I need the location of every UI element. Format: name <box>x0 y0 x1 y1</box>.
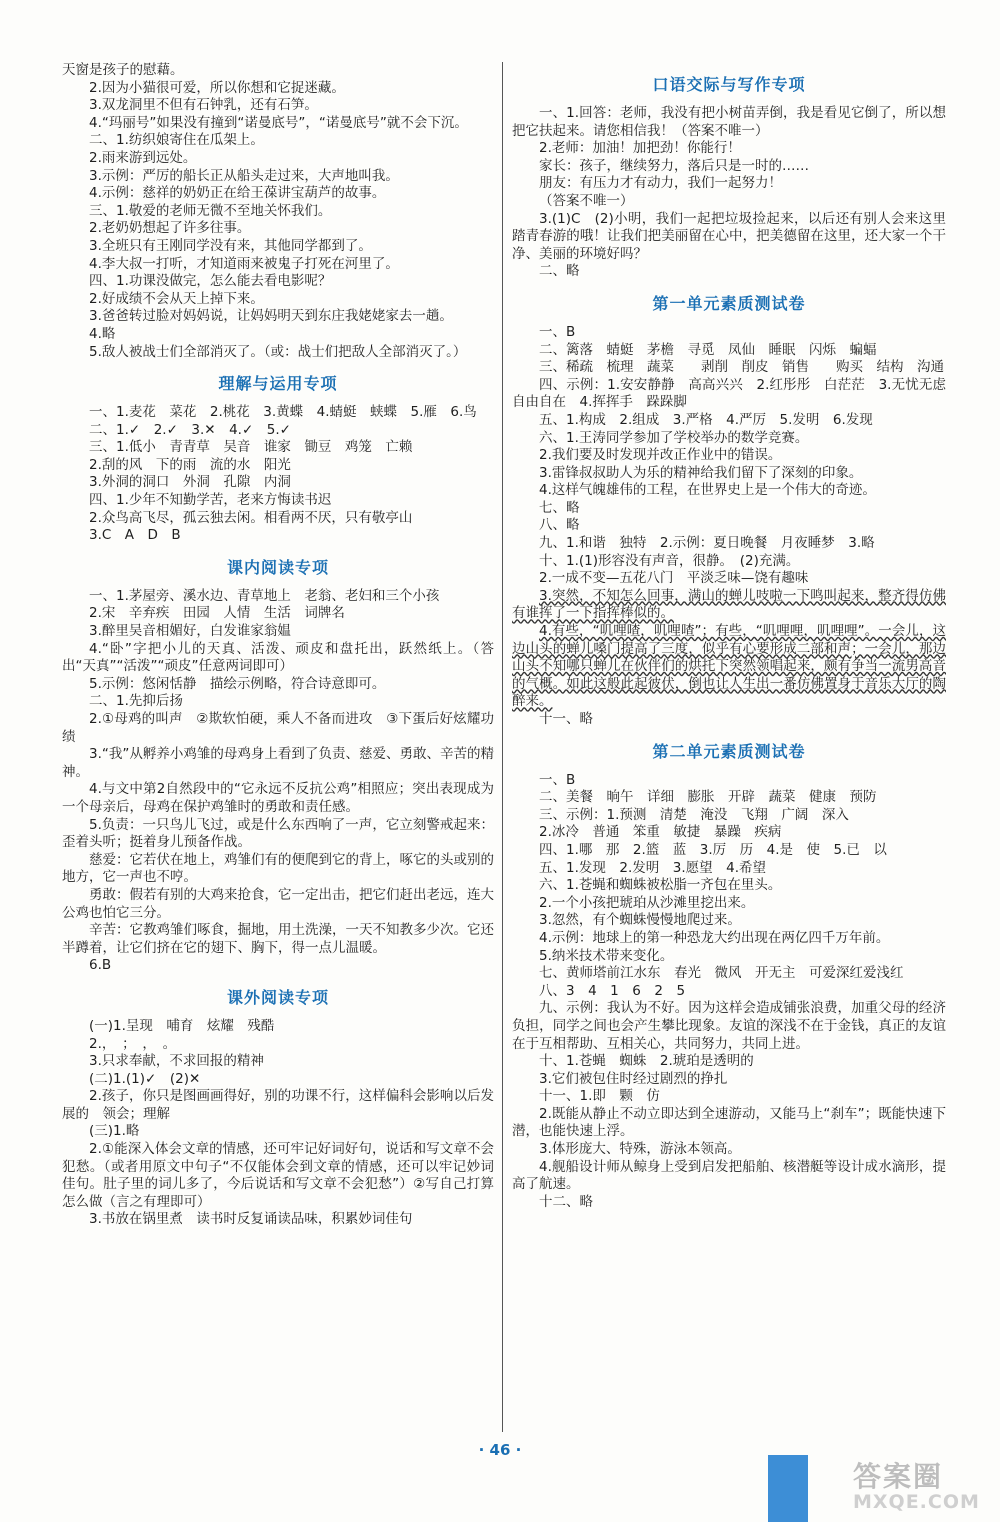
answer-line: 5.示例：悠闲恬静 描绘示例略，符合诗意即可。 <box>89 675 386 692</box>
answer-line: 3.突然，不知怎么回事，满山的蝉儿吱啦一下鸣叫起来，整齐得仿佛有谁挥了一下指挥棒似的。 <box>512 587 946 622</box>
answer-line: (二)1.(1)✓ (2)✕ <box>89 1070 201 1087</box>
answer-line: 2.雨来游到远处。 <box>89 149 197 166</box>
answer-line: 3.示例：严厉的船长正从船头走过来，大声地叫我。 <box>89 167 399 184</box>
answer-line: 4.示例：慈祥的奶奶正在给王葆讲宝葫芦的故事。 <box>89 185 386 202</box>
answer-line: 2.因为小猫很可爱，所以你想和它捉迷藏。 <box>89 79 345 96</box>
left-column <box>62 62 494 1229</box>
answer-line: 2.刮的风 下的雨 流的水 阳光 <box>89 456 291 473</box>
answer-line: 一、B <box>539 771 576 788</box>
answer-line: 3.醉里吴音相媚好，白发谁家翁媪 <box>89 623 291 640</box>
answer-line: 4.与文中第2自然段中的“它永远不反抗公鸡”相照应；突出表现成为一个母亲后，母鸡在保护鸡雏时的勇敢和责任感。 <box>62 781 494 815</box>
answer-line: 一、1.茅屋旁、溪水边、青草地上 老翁、老妇和三个小孩 <box>89 587 440 604</box>
answer-line: 2.， ； ， 。 <box>89 1035 177 1052</box>
page-number: · 46 · <box>478 1441 522 1459</box>
answer-line: 十一、略 <box>539 711 593 727</box>
answer-line: 2.①母鸡的叫声 ②欺软怕硬，乘人不备而进攻 ③下蛋后好炫耀功绩 <box>62 711 494 745</box>
answer-line: 4.有些，“叽哩喳，叽哩喳”；有些，“叽哩哩，叽哩哩”。一会儿，这边山头的蝉儿嗓门提高了三度，似乎有心要形成二部和声；一会儿，那边山头不知哪只蝉儿在伙伴们的烘托下突然领唱起来，颇有争当一流男高音的气概。如此这般此起彼伏，倒也让人生出一番仿佛置身于音乐大厅的陶醉来。 <box>512 623 946 710</box>
answer-line: 4.这样气魄雄伟的工程，在世界史上是一个伟大的奇迹。 <box>539 482 876 499</box>
answer-line: 3.忽然，有个蜘蛛慢慢地爬过来。 <box>539 912 741 929</box>
answer-line: 2.一成不变—五花八门 平淡乏味—饶有趣味 <box>539 570 809 587</box>
answer-line: 4.示例：地球上的第一种恐龙大约出现在两亿四千万年前。 <box>539 929 890 946</box>
answer-line: 3.双龙洞里不但有石钟乳，还有石笋。 <box>89 97 318 114</box>
answer-line: 三、1.低小 青青草 吴音 谁家 锄豆 鸡笼 亡赖 <box>89 439 413 456</box>
section-heading: 课外阅读专项 <box>226 987 329 1007</box>
answer-line: 朋友：有压力才有动力，我们一起努力！ <box>539 175 782 192</box>
answer-line: 3.C A D B <box>89 527 181 544</box>
answer-line: 2.老奶奶想起了许多往事。 <box>89 220 251 237</box>
section-heading: 第一单元素质测试卷 <box>652 293 806 313</box>
answer-line: 4.“玛丽号”如果没有撞到“诺曼底号”，“诺曼底号”就不会下沉。 <box>89 114 468 131</box>
answer-line: 辛苦：它教鸡雏们啄食，掘地，用土洗澡，一天不知教多少次。它还半蹲着，让它们挤在它的翅下、胸下，得一点儿温暖。 <box>62 922 494 956</box>
answer-line: 3.“我”从孵养小鸡雏的母鸡身上看到了负责、慈爱、勇敢、辛苦的精神。 <box>62 746 494 780</box>
section-heading: 口语交际与写作专项 <box>652 75 806 94</box>
answer-line: 八、略 <box>539 517 580 534</box>
answer-line: 六、1.苍蝇和蜘蛛被松脂一齐包在里头。 <box>539 877 782 894</box>
answer-line: 四、1.少年不知勤学苦，老来方悔读书迟 <box>89 492 332 509</box>
answer-line: 八、3 4 1 6 2 5 <box>539 982 686 999</box>
answer-line: 2.冰冷 普通 笨重 敏捷 暴躁 疾病 <box>539 824 782 841</box>
watermark-url: MXQE.COM <box>853 1491 980 1513</box>
answer-line: 六、1.王涛同学参加了学校举办的数学竞赛。 <box>539 429 809 446</box>
answer-line: (三)1.略 <box>89 1123 140 1140</box>
answer-line: 七、略 <box>539 499 580 516</box>
answer-line: 五、1.构成 2.组成 3.严格 4.严厉 5.发明 6.发现 <box>539 411 873 428</box>
answer-line: 十一、1.即 颗 仿 <box>539 1088 660 1105</box>
answer-line: 5.纳米技术带来变化。 <box>539 947 674 964</box>
answer-line: 十二、略 <box>539 1193 593 1210</box>
answer-line: 2.老师：加油！加把劲！你能行！ <box>539 140 741 157</box>
answer-line: 4.“卧”字把小儿的天真、活泼、顽皮和盘托出，跃然纸上。（答出“天真”“活泼”“顽皮”任意两词即可） <box>62 640 494 675</box>
answer-line: 七、黄师塔前江水东 春光 微风 开无主 可爱深红爱浅红 <box>539 965 904 982</box>
answer-line: 3.(1)C (2)小明，我们一起把垃圾捡起来，以后还有别人会来这里踏青春游的哦！让我们把美丽留在心中，把美德留在这里，还大家一个干净、美丽的环境好吗？ <box>512 210 946 262</box>
answer-line: 3.它们被包住时经过剧烈的挣扎 <box>539 1070 728 1087</box>
answer-line: 三、1.敬爱的老师无微不至地关怀我们。 <box>89 202 332 219</box>
answer-line: 2.①能深入体会文章的情感，还可牢记好词好句，说话和写文章不会犯愁。（或者用原文中句子“不仅能体会到文章的情感，还可以牢记妙词佳句。肚子里的词儿多了，今后说话和写文章不会犯愁”）②写自己打算怎么做（言之有理即可） <box>62 1141 494 1210</box>
answer-line: 二、1.✓ 2.✓ 3.✕ 4.✓ 5.✓ <box>89 421 291 438</box>
answer-line: 二、1.先抑后扬 <box>89 693 183 710</box>
answer-line: 九、示例：我认为不好。因为这样会造成铺张浪费，加重父母的经济负担，同学之间也会产生攀比现象。友谊的深浅不在于金钱，真正的友谊在于互相帮助、互相关心，共同努力，共同上进。 <box>512 1000 946 1052</box>
answer-line: 3.全班只有王刚同学没有来，其他同学都到了。 <box>89 237 372 254</box>
answer-line: 三、示例：1.预测 清楚 淹没 飞翔 广阔 深入 <box>539 806 849 823</box>
answer-line: 4.舰船设计师从鲸身上受到启发把船舶、核潜艇等设计成水滴形，提高了航速。 <box>512 1158 946 1193</box>
answer-line: 2.好成绩不会从天上掉下来。 <box>89 290 264 307</box>
answer-line: 天窗是孩子的慰藉。 <box>62 62 184 78</box>
section-heading: 课内阅读专项 <box>226 557 329 577</box>
answer-line: 四、1.哪 那 2.篮 蓝 3.厉 历 4.是 使 5.已 以 <box>539 841 887 858</box>
answer-line: 四、示例：1.安安静静 高高兴兴 2.红彤彤 白茫茫 3.无忧无虑 自由自在 4.挥挥手 跺跺脚 <box>512 376 960 411</box>
section-heading: 第二单元素质测试卷 <box>652 741 806 761</box>
answer-line: 勇敢：假若有别的大鸡来抢食，它一定出击，把它们赶出老远，连大公鸡也怕它三分。 <box>62 886 494 921</box>
answer-line: 2.孩子，你只是图画画得好，别的功课不行，这样偏科会影响以后发展的 领会；理解 <box>62 1088 494 1122</box>
watermark-logo <box>845 1455 995 1517</box>
answer-line: 2.宋 辛弃疾 田园 人情 生活 词牌名 <box>89 605 345 622</box>
answer-line: 3.只求奉献，不求回报的精神 <box>89 1053 264 1070</box>
answer-line: 十、1.苍蝇 蜘蛛 2.琥珀是透明的 <box>539 1053 754 1070</box>
answer-line: 一、B <box>539 323 576 340</box>
answer-line: 四、1.功课没做完，怎么能去看电影呢？ <box>89 273 332 290</box>
answer-line: 3.外洞的洞口 外洞 孔隙 内洞 <box>89 474 291 491</box>
answer-line: 6.B <box>89 957 112 974</box>
column-divider <box>502 62 503 1432</box>
answer-line: 3.体形庞大、特殊，游泳本领高。 <box>539 1141 741 1158</box>
answer-line: 2.一个小孩把琥珀从沙滩里挖出来。 <box>539 894 755 911</box>
section-heading: 理解与运用专项 <box>218 374 338 394</box>
answer-line: 一、1.麦花 菜花 2.桃花 3.黄蝶 4.蜻蜓 蛱蝶 5.雁 6.鸟 <box>89 404 477 421</box>
answer-line: 4.李大叔一打听，才知道雨来被鬼子打死在河里了。 <box>89 255 399 272</box>
answer-line: 2.我们要及时发现并改正作业中的错误。 <box>539 447 782 464</box>
decorative-bar <box>768 1455 808 1522</box>
answer-line: 家长：孩子，继续努力，落后只是一时的…… <box>539 157 809 174</box>
answer-line: （答案不唯一） <box>539 192 634 209</box>
watermark-text: 答案圈 <box>853 1460 944 1493</box>
answer-line: 2.既能从静止不动立即达到全速游动，又能马上“刹车”；既能快速下潜，也能快速上浮。 <box>512 1105 946 1140</box>
answer-line: 一、1.回答：老师，我没有把小树苗弄倒，我是看见它倒了，所以想把它扶起来。请您相信我！（答案不唯一） <box>512 105 946 139</box>
answer-line: 3.书放在锅里煮 读书时反复诵读品味，积累妙词佳句 <box>89 1211 413 1228</box>
right-column <box>512 62 960 1211</box>
answer-line: 二、美餐 晌午 详细 膨胀 开辟 蔬菜 健康 预防 <box>539 789 877 806</box>
answer-line: 五、1.发现 2.发明 3.愿望 4.希望 <box>539 859 767 876</box>
answer-line: 5.敌人被战士们全部消灭了。（或：战士们把敌人全部消灭了。） <box>89 343 467 360</box>
answer-line: 九、1.和谐 独特 2.示例：夏日晚餐 月夜睡梦 3.略 <box>539 535 875 552</box>
answer-line: 3.爸爸转过脸对妈妈说，让妈妈明天到东庄我姥姥家去一趟。 <box>89 308 453 325</box>
answer-line: 3.雷锋叔叔助人为乐的精神给我们留下了深刻的印象。 <box>539 464 863 481</box>
answer-line: 二、篱落 蜻蜓 茅檐 寻觅 凤仙 睡眠 闪烁 蝙蝠 <box>539 341 877 358</box>
answer-line: 二、略 <box>539 263 580 280</box>
answer-line: 4.略 <box>89 325 116 342</box>
answer-line: (一)1.呈现 哺育 炫耀 残酷 <box>89 1017 275 1034</box>
answer-line: 十、1.(1)形容没有声音，很静。 (2)充满。 <box>539 552 800 569</box>
answer-line: 2.众鸟高飞尽，孤云独去闲。相看两不厌，只有敬亭山 <box>89 509 413 526</box>
answer-line: 二、1.纺织娘寄住在瓜架上。 <box>89 132 264 149</box>
answer-line: 三、稀疏 梳理 蔬菜 剥削 削皮 销售 购买 结构 沟通 <box>539 359 944 376</box>
answer-line: 5.负责：一只鸟儿飞过，或是什么东西响了一声，它立刻警戒起来：歪着头听；挺着身儿预备作战。 <box>62 816 494 851</box>
answer-line: 慈爱：它若伏在地上，鸡雏们有的便爬到它的背上，啄它的头或别的地方，它一声也不哼。 <box>62 851 494 886</box>
